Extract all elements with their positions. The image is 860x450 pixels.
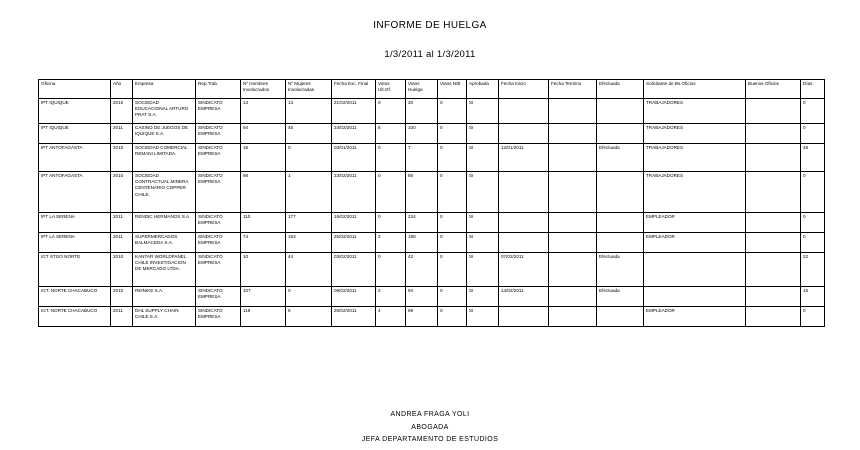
cell-solicitante: EMPLEADOR [644, 213, 746, 233]
cell-fecha-termino [549, 213, 597, 233]
cell-buenos-oficios [746, 233, 801, 253]
cell-fecha-inicio: 07/02/2011 [499, 253, 549, 287]
cell-votos-nb: 0 [438, 124, 467, 144]
cell-fecha-inicio [499, 307, 549, 327]
cell-solicitante: TRABAJADORES [644, 144, 746, 172]
table-row [39, 99, 825, 124]
cell-efectuada [597, 124, 644, 144]
cell-solicitante: TRABAJADORES [644, 99, 746, 124]
cell-aprobada: SI [467, 144, 499, 172]
cell-hombres: 118 [241, 307, 286, 327]
cell-votos-nb: 0 [438, 144, 467, 172]
cell-empresa: CASINO DE JUEGOS DE IQUIQUE S.A. [133, 124, 196, 144]
cell-dias: 0 [801, 99, 825, 124]
cell-buenos-oficios [746, 287, 801, 307]
cell-fecha-inicio [499, 172, 549, 213]
cell-ano: 2011 [111, 213, 133, 233]
cell-fecha-exc-final: 28/02/2011 [332, 307, 376, 327]
signer-name: ANDREA FRAGA YOLI [390, 411, 470, 418]
col-header-fecha-termino: Fecha Termino [549, 80, 597, 99]
cell-hombres: 94 [241, 124, 286, 144]
cell-fecha-inicio [499, 124, 549, 144]
cell-oficina: IGT STGO NORTE [39, 253, 111, 287]
cell-rep-trab: SINDICATO EMPRESA [196, 253, 241, 287]
cell-fecha-termino [549, 253, 597, 287]
table-row [39, 287, 825, 307]
table-body [39, 99, 825, 327]
cell-aprobada: SI [467, 233, 499, 253]
cell-votos-huelga: 7 [406, 144, 438, 172]
cell-fecha-termino [549, 233, 597, 253]
cell-efectuada: Efectuada [597, 253, 644, 287]
cell-ano: 2010 [111, 253, 133, 287]
cell-ano: 2010 [111, 287, 133, 307]
cell-mujeres: 177 [286, 213, 332, 233]
cell-rep-trab: SINDICATO EMPRESA [196, 213, 241, 233]
table-row [39, 253, 825, 287]
cell-votos-nb: 0 [438, 253, 467, 287]
table-row [39, 307, 825, 327]
col-header-efectuada: Efectuada [597, 80, 644, 99]
cell-mujeres: 13 [286, 99, 332, 124]
cell-votos-huelga: 100 [406, 124, 438, 144]
cell-votos-huelga: 188 [406, 233, 438, 253]
signer-department: JEFA DEPARTAMENTO DE ESTUDIOS [361, 436, 499, 443]
table-row [39, 172, 825, 213]
cell-dias: 0 [801, 124, 825, 144]
cell-fecha-exc-final: 25/02/2011 [332, 233, 376, 253]
cell-buenos-oficios [746, 144, 801, 172]
col-header-solicitante: Solicitante de Bs.Oficios [644, 80, 746, 99]
cell-efectuada [597, 172, 644, 213]
cell-buenos-oficios [746, 213, 801, 233]
cell-rep-trab: SINDICATO EMPRESA [196, 233, 241, 253]
cell-rep-trab: SINDICATO EMPRESA [196, 99, 241, 124]
cell-dias: 48 [801, 144, 825, 172]
cell-aprobada: SI [467, 253, 499, 287]
cell-ano: 2010 [111, 172, 133, 213]
cell-hombres: 18 [241, 144, 286, 172]
cell-empresa: RENDIC HERMANOS S.A. [133, 213, 196, 233]
cell-aprobada: SI [467, 307, 499, 327]
cell-solicitante: EMPLEADOR [644, 233, 746, 253]
cell-dias: 0 [801, 307, 825, 327]
cell-oficina: IPT LA SERENA [39, 233, 111, 253]
cell-buenos-oficios [746, 99, 801, 124]
cell-mujeres: 0 [286, 144, 332, 172]
cell-solicitante [644, 287, 746, 307]
col-header-empresa: Empresa [133, 80, 196, 99]
cell-empresa: KANTAR WORLDPANEL CHILE INVESTIGACION DE MERCADO LTDA. [133, 253, 196, 287]
cell-mujeres: 45 [286, 124, 332, 144]
cell-ano: 2010 [111, 144, 133, 172]
cell-votos-huelga: 86 [406, 172, 438, 213]
cell-ano: 2011 [111, 124, 133, 144]
cell-votos-nb: 0 [438, 99, 467, 124]
cell-fecha-exc-final: 21/02/2011 [332, 99, 376, 124]
cell-mujeres: 153 [286, 233, 332, 253]
cell-buenos-oficios [746, 124, 801, 144]
cell-dias: 22 [801, 253, 825, 287]
col-header-aprobada: Aprobada [467, 80, 499, 99]
col-header-votos-huelga: Votos Huelga [406, 80, 438, 99]
table-header-row [39, 80, 825, 99]
signature-block [0, 409, 860, 447]
cell-fecha-exc-final: 23/02/2011 [332, 172, 376, 213]
cell-rep-trab: SINDICATO EMPRESA [196, 287, 241, 307]
cell-fecha-exc-final: 09/02/2011 [332, 287, 376, 307]
cell-oficina: IPT ANTOFAGASTA [39, 172, 111, 213]
cell-votos-ult-of: 2 [376, 287, 406, 307]
col-header-mujeres: Nº Mujeres Involucradas [286, 80, 332, 99]
cell-hombres: 10 [241, 253, 286, 287]
cell-votos-huelga: 89 [406, 307, 438, 327]
cell-ano: 2010 [111, 99, 133, 124]
cell-ano: 2011 [111, 307, 133, 327]
cell-hombres: 74 [241, 233, 286, 253]
col-header-ano: Año [111, 80, 133, 99]
cell-buenos-oficios [746, 172, 801, 213]
cell-votos-ult-of: 8 [376, 124, 406, 144]
cell-hombres: 107 [241, 287, 286, 307]
cell-rep-trab: SINDICATO EMPRESA [196, 307, 241, 327]
cell-fecha-exc-final: 03/01/2011 [332, 144, 376, 172]
col-header-rep-trab: Rep.Trab. [196, 80, 241, 99]
cell-buenos-oficios [746, 253, 801, 287]
cell-fecha-termino [549, 99, 597, 124]
cell-empresa: SOCIEDAD EDUCACIONAL ARTURO PRAT S.A. [133, 99, 196, 124]
cell-votos-huelga: 224 [406, 213, 438, 233]
cell-efectuada: Efectuada [597, 144, 644, 172]
table-row [39, 213, 825, 233]
cell-empresa: REINIKE S.A. [133, 287, 196, 307]
cell-fecha-inicio: 12/01/2011 [499, 144, 549, 172]
col-header-votos-nb: Votos N/B [438, 80, 467, 99]
cell-aprobada: SI [467, 287, 499, 307]
cell-solicitante: TRABAJADORES [644, 172, 746, 213]
cell-votos-nb: 0 [438, 172, 467, 213]
cell-fecha-inicio: 14/02/2011 [499, 287, 549, 307]
cell-hombres: 13 [241, 99, 286, 124]
cell-votos-ult-of: 0 [376, 99, 406, 124]
col-header-fecha-inicio: Fecha Inicio [499, 80, 549, 99]
cell-oficina: IPT IQUIQUE [39, 124, 111, 144]
signer-role: ABOGADA [411, 423, 449, 431]
strike-report-table [38, 79, 825, 327]
cell-oficina: IPT IQUIQUE [39, 99, 111, 124]
cell-fecha-termino [549, 287, 597, 307]
cell-empresa: DHL SUPPLY CHAIN CHILE S.A. [133, 307, 196, 327]
cell-dias: 15 [801, 287, 825, 307]
cell-rep-trab: SINDICATO EMPRESA [196, 172, 241, 213]
col-header-fecha-exc-final: Fecha Exc. Final [332, 80, 376, 99]
cell-fecha-inicio [499, 233, 549, 253]
cell-fecha-inicio [499, 213, 549, 233]
cell-aprobada: SI [467, 172, 499, 213]
cell-aprobada: SI [467, 213, 499, 233]
cell-fecha-exc-final: 24/02/2011 [332, 124, 376, 144]
cell-votos-ult-of: 0 [376, 213, 406, 233]
cell-rep-trab: SINDICATO EMPRESA [196, 144, 241, 172]
cell-votos-ult-of: 0 [376, 144, 406, 172]
cell-rep-trab: SINDICATO EMPRESA [196, 124, 241, 144]
cell-fecha-termino [549, 172, 597, 213]
cell-efectuada [597, 213, 644, 233]
cell-fecha-exc-final: 16/02/2011 [332, 213, 376, 233]
cell-oficina: IPT LA SERENA [39, 213, 111, 233]
table-row [39, 124, 825, 144]
cell-oficina: IGT. NORTE CHACABUCO [39, 287, 111, 307]
table-row [39, 144, 825, 172]
report-date-range: 1/3/2011 al 1/3/2011 [384, 49, 476, 60]
cell-oficina: IPT ANTOFAGASTA [39, 144, 111, 172]
table-row [39, 233, 825, 253]
cell-efectuada [597, 307, 644, 327]
cell-votos-huelga: 42 [406, 253, 438, 287]
cell-votos-nb: 0 [438, 287, 467, 307]
cell-dias: 0 [801, 213, 825, 233]
cell-empresa: SOCIEDAD CONTRACTUAL MINERA CENTENARIO COPPER CHILE. [133, 172, 196, 213]
cell-fecha-termino [549, 124, 597, 144]
col-header-oficina: Oficina [39, 80, 111, 99]
cell-votos-ult-of: 2 [376, 233, 406, 253]
cell-oficina: IGT. NORTE CHACABUCO [39, 307, 111, 327]
cell-votos-huelga: 20 [406, 99, 438, 124]
cell-fecha-termino [549, 144, 597, 172]
col-header-dias: Días [801, 80, 825, 99]
cell-votos-ult-of: 4 [376, 307, 406, 327]
cell-hombres: 98 [241, 172, 286, 213]
cell-dias: 0 [801, 172, 825, 213]
cell-votos-huelga: 94 [406, 287, 438, 307]
cell-solicitante: EMPLEADOR [644, 307, 746, 327]
cell-votos-nb: 0 [438, 307, 467, 327]
cell-solicitante: TRABAJADORES [644, 124, 746, 144]
cell-efectuada [597, 99, 644, 124]
cell-efectuada: Efectuada [597, 287, 644, 307]
cell-votos-nb: 0 [438, 233, 467, 253]
cell-votos-ult-of: 0 [376, 253, 406, 287]
cell-mujeres: 8 [286, 307, 332, 327]
cell-aprobada: SI [467, 124, 499, 144]
cell-dias: 0 [801, 233, 825, 253]
cell-empresa: SUPERMERCADOS BALMACEDA S.A. [133, 233, 196, 253]
cell-efectuada [597, 233, 644, 253]
cell-empresa: SOCIEDAD COMERCIAL REMANI LIMITADA. [133, 144, 196, 172]
cell-mujeres: 44 [286, 253, 332, 287]
cell-ano: 2011 [111, 233, 133, 253]
col-header-buenos-oficios: Buenos Oficios [746, 80, 801, 99]
cell-hombres: 110 [241, 213, 286, 233]
cell-mujeres: 1 [286, 172, 332, 213]
cell-mujeres: 0 [286, 287, 332, 307]
cell-buenos-oficios [746, 307, 801, 327]
cell-fecha-inicio [499, 99, 549, 124]
cell-votos-nb: 0 [438, 213, 467, 233]
cell-aprobada: SI [467, 99, 499, 124]
cell-solicitante [644, 253, 746, 287]
cell-votos-ult-of: 0 [376, 172, 406, 213]
report-title: INFORME DE HUELGA [373, 20, 487, 31]
cell-fecha-exc-final: 03/02/2011 [332, 253, 376, 287]
cell-fecha-termino [549, 307, 597, 327]
col-header-votos-ult-of: Votos Ult.Of. [376, 80, 406, 99]
col-header-hombres: Nº Hombres Involucrados [241, 80, 286, 99]
